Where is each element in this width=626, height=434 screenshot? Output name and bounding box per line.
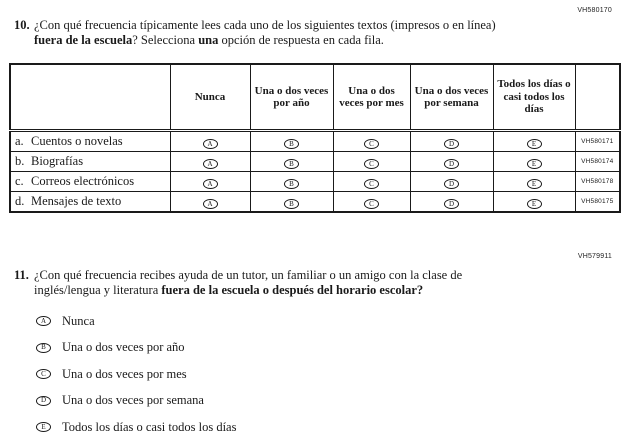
answer-bubble-b-C[interactable]: C (364, 159, 379, 169)
answer-bubble-b-E[interactable]: E (527, 159, 542, 169)
answer-cell-b-B (250, 152, 333, 172)
answer-bubble-d-C[interactable]: C (364, 199, 379, 209)
answer-cell-b-D (410, 152, 493, 172)
option-E (36, 420, 236, 434)
answer-cell-d-D (410, 192, 493, 213)
text-segment-2: ? Selecciona (132, 32, 199, 47)
header-frequency-column-1: Nunca (170, 64, 250, 131)
answer-cell-b-C (333, 152, 410, 172)
option-bubble-B[interactable]: B (36, 343, 51, 353)
table-row-d (10, 192, 620, 213)
answer-cell-a-E (493, 131, 575, 152)
answer-bubble-a-C[interactable]: C (364, 139, 379, 149)
option-bubble-E[interactable]: E (36, 422, 51, 432)
header-code-cell (575, 64, 620, 131)
row-letter-b: b. (15, 154, 25, 168)
header-frequency-column-5: Todos los días o casi todos los días (493, 64, 575, 131)
header-frequency-column-2: Una o dos veces por año (250, 64, 333, 131)
option-D (36, 394, 236, 408)
answer-cell-c-E (493, 172, 575, 192)
text-segment-3: una (198, 32, 219, 47)
header-frequency-column-3: Una o dos veces por mes (333, 64, 410, 131)
table-header-row (10, 64, 620, 131)
answer-bubble-d-B[interactable]: B (284, 199, 299, 209)
row-label-b (10, 152, 170, 172)
row-letter-d: d. (15, 194, 25, 208)
answer-bubble-c-E[interactable]: E (527, 179, 542, 189)
row-label-text-c: Correos electrónicos (31, 174, 135, 188)
option-A (36, 314, 236, 328)
option-bubble-D[interactable]: D (36, 396, 51, 406)
answer-bubble-a-D[interactable]: D (444, 139, 459, 149)
row-code-a: VH580171 (575, 131, 620, 152)
row-label-text-b: Biografías (31, 154, 84, 168)
answer-cell-a-C (333, 131, 410, 152)
frequency-answer-table (9, 63, 621, 213)
table-body (10, 131, 620, 213)
answer-cell-d-C (333, 192, 410, 213)
option-bubble-A[interactable]: A (36, 316, 51, 326)
answer-cell-d-E (493, 192, 575, 213)
header-frequency-column-4: Una o dos veces por semana (410, 64, 493, 131)
answer-cell-a-D (410, 131, 493, 152)
question-11-options (36, 314, 236, 434)
answer-cell-c-A (170, 172, 250, 192)
answer-bubble-d-E[interactable]: E (527, 199, 542, 209)
text-segment-0: ¿Con qué frecuencia recibes ayuda de un tutor, un familiar o un amigo con la clase de inglés/lengua y literatura (34, 268, 463, 297)
question-11-item-code: VH579911 (577, 253, 612, 260)
answer-cell-c-C (333, 172, 410, 192)
answer-bubble-a-B[interactable]: B (284, 139, 299, 149)
option-C (36, 367, 236, 381)
answer-bubble-c-D[interactable]: D (444, 179, 459, 189)
option-label-B: Una o dos veces por año (62, 340, 185, 354)
answer-bubble-b-B[interactable]: B (284, 159, 299, 169)
answer-bubble-c-A[interactable]: A (203, 179, 218, 189)
table-row-b (10, 152, 620, 172)
row-label-d (10, 192, 170, 213)
row-code-b: VH580174 (575, 152, 620, 172)
answer-bubble-a-E[interactable]: E (527, 139, 542, 149)
question-11-number: 11. (14, 268, 29, 282)
answer-bubble-b-D[interactable]: D (444, 159, 459, 169)
option-bubble-C[interactable]: C (36, 369, 51, 379)
text-segment-0: ¿Con qué frecuencia típicamente lees cada uno de los siguientes textos (impresos o en línea) (34, 18, 496, 32)
answer-cell-b-E (493, 152, 575, 172)
answer-cell-b-A (170, 152, 250, 172)
answer-bubble-d-D[interactable]: D (444, 199, 459, 209)
option-B (36, 341, 236, 355)
answer-cell-d-B (250, 192, 333, 213)
answer-bubble-d-A[interactable]: A (203, 199, 218, 209)
table-row-a (10, 131, 620, 152)
question-10-item-code: VH580170 (577, 7, 612, 14)
answer-cell-d-A (170, 192, 250, 213)
question-10 (14, 18, 516, 47)
answer-bubble-a-A[interactable]: A (203, 139, 218, 149)
question-10-text (34, 18, 516, 47)
option-label-A: Nunca (62, 313, 95, 328)
option-label-D: Una o dos veces por semana (62, 393, 204, 407)
option-label-E: Todos los días o casi todos los días (62, 419, 237, 434)
text-segment-4: opción de respuesta en cada fila. (218, 32, 384, 47)
row-code-d: VH580175 (575, 192, 620, 213)
table-header (10, 64, 620, 131)
text-segment-1: fuera de la escuela o después del horario escolar? (161, 282, 424, 297)
answer-bubble-c-C[interactable]: C (364, 179, 379, 189)
answer-cell-a-A (170, 131, 250, 152)
text-segment-1: fuera de la escuela (34, 32, 133, 47)
row-letter-c: c. (15, 174, 24, 188)
answer-cell-c-B (250, 172, 333, 192)
row-letter-a: a. (15, 134, 24, 148)
answer-cell-a-B (250, 131, 333, 152)
row-label-a (10, 131, 170, 152)
row-label-text-d: Mensajes de texto (31, 194, 122, 208)
question-11-text (34, 268, 516, 297)
answer-cell-c-D (410, 172, 493, 192)
question-10-number: 10. (14, 18, 30, 32)
answer-bubble-b-A[interactable]: A (203, 159, 218, 169)
row-label-c (10, 172, 170, 192)
answer-bubble-c-B[interactable]: B (284, 179, 299, 189)
table-row-c (10, 172, 620, 192)
question-11 (14, 268, 516, 297)
row-label-text-a: Cuentos o novelas (31, 134, 123, 148)
row-code-c: VH580178 (575, 172, 620, 192)
header-corner-cell (10, 64, 170, 131)
option-label-C: Una o dos veces por mes (62, 366, 187, 381)
